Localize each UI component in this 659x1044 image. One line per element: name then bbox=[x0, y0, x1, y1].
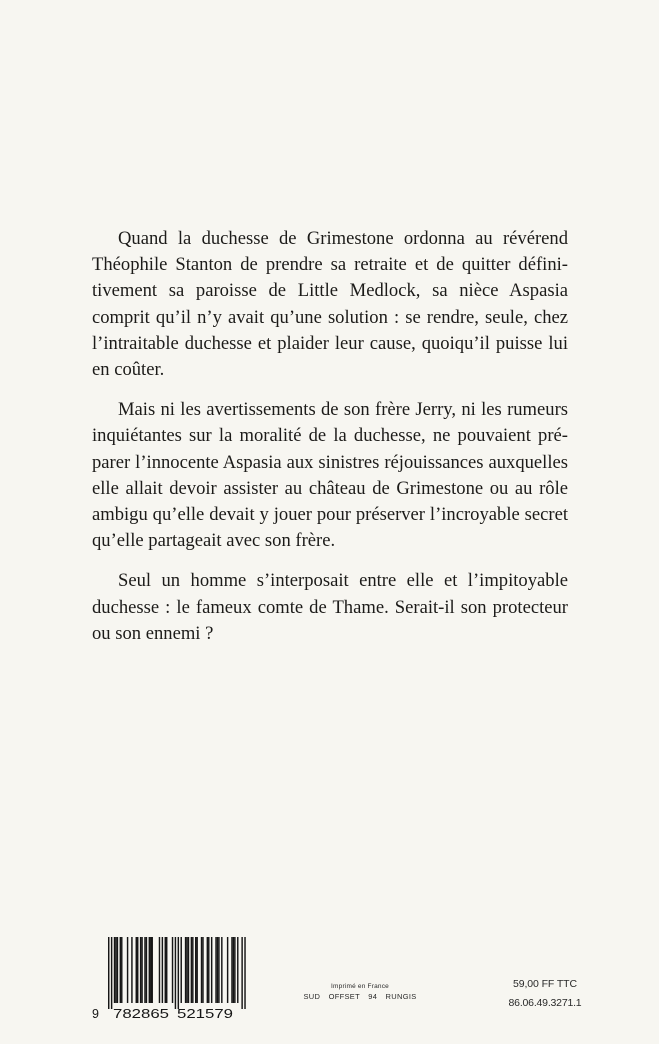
blurb-paragraph-2: Mais ni les avertissements de son frère Jerry, ni les rumeurs inquiétantes sur la moralité de la duchesse, ne pouvaient préparer l’innocente Aspasia aux sinistres réjouissances auxquelles elle allait devoir assister au château de Grimestone ou au rôle ambigu qu’elle devait y jouer pour préserver l’incroyable secret qu’elle partageait avec son frère. bbox=[92, 399, 568, 552]
imprint-country: Imprimé en France bbox=[331, 983, 389, 990]
barcode-graphic bbox=[92, 934, 252, 1020]
blurb-paragraph-3: Seul un homme s’interposait entre elle et l’impitoyable duchesse : le fameux comte de Thame. Serait-il son protecteur ou son ennemi ? bbox=[92, 570, 568, 644]
price-label: 59,00 FF TTC bbox=[513, 978, 577, 990]
barcode-first-digit: 9 bbox=[92, 1007, 99, 1020]
back-cover-blurb bbox=[92, 226, 568, 661]
barcode-left-digits: 782865 bbox=[113, 1007, 170, 1020]
catalog-code: 86.06.49.3271.1 bbox=[508, 997, 582, 1009]
barcode-right-digits: 521579 bbox=[177, 1007, 234, 1020]
isbn-barcode bbox=[92, 934, 252, 1020]
price-block bbox=[480, 974, 610, 1012]
printer-imprint bbox=[300, 982, 420, 1002]
imprint-printer: SUD OFFSET 94 RUNGIS bbox=[303, 992, 417, 1001]
blurb-paragraph-1: Quand la duchesse de Grimestone ordonna au révérend Théophile Stanton de prendre sa retraite et de quitter définitivement sa paroisse de Little Medlock, sa nièce Aspasia comprit qu’il n’y avait qu’une solution : se rendre, seule, chez l’intraitable duchesse et plaider leur cause, quoiqu’il puisse lui en coûter. bbox=[92, 228, 568, 381]
